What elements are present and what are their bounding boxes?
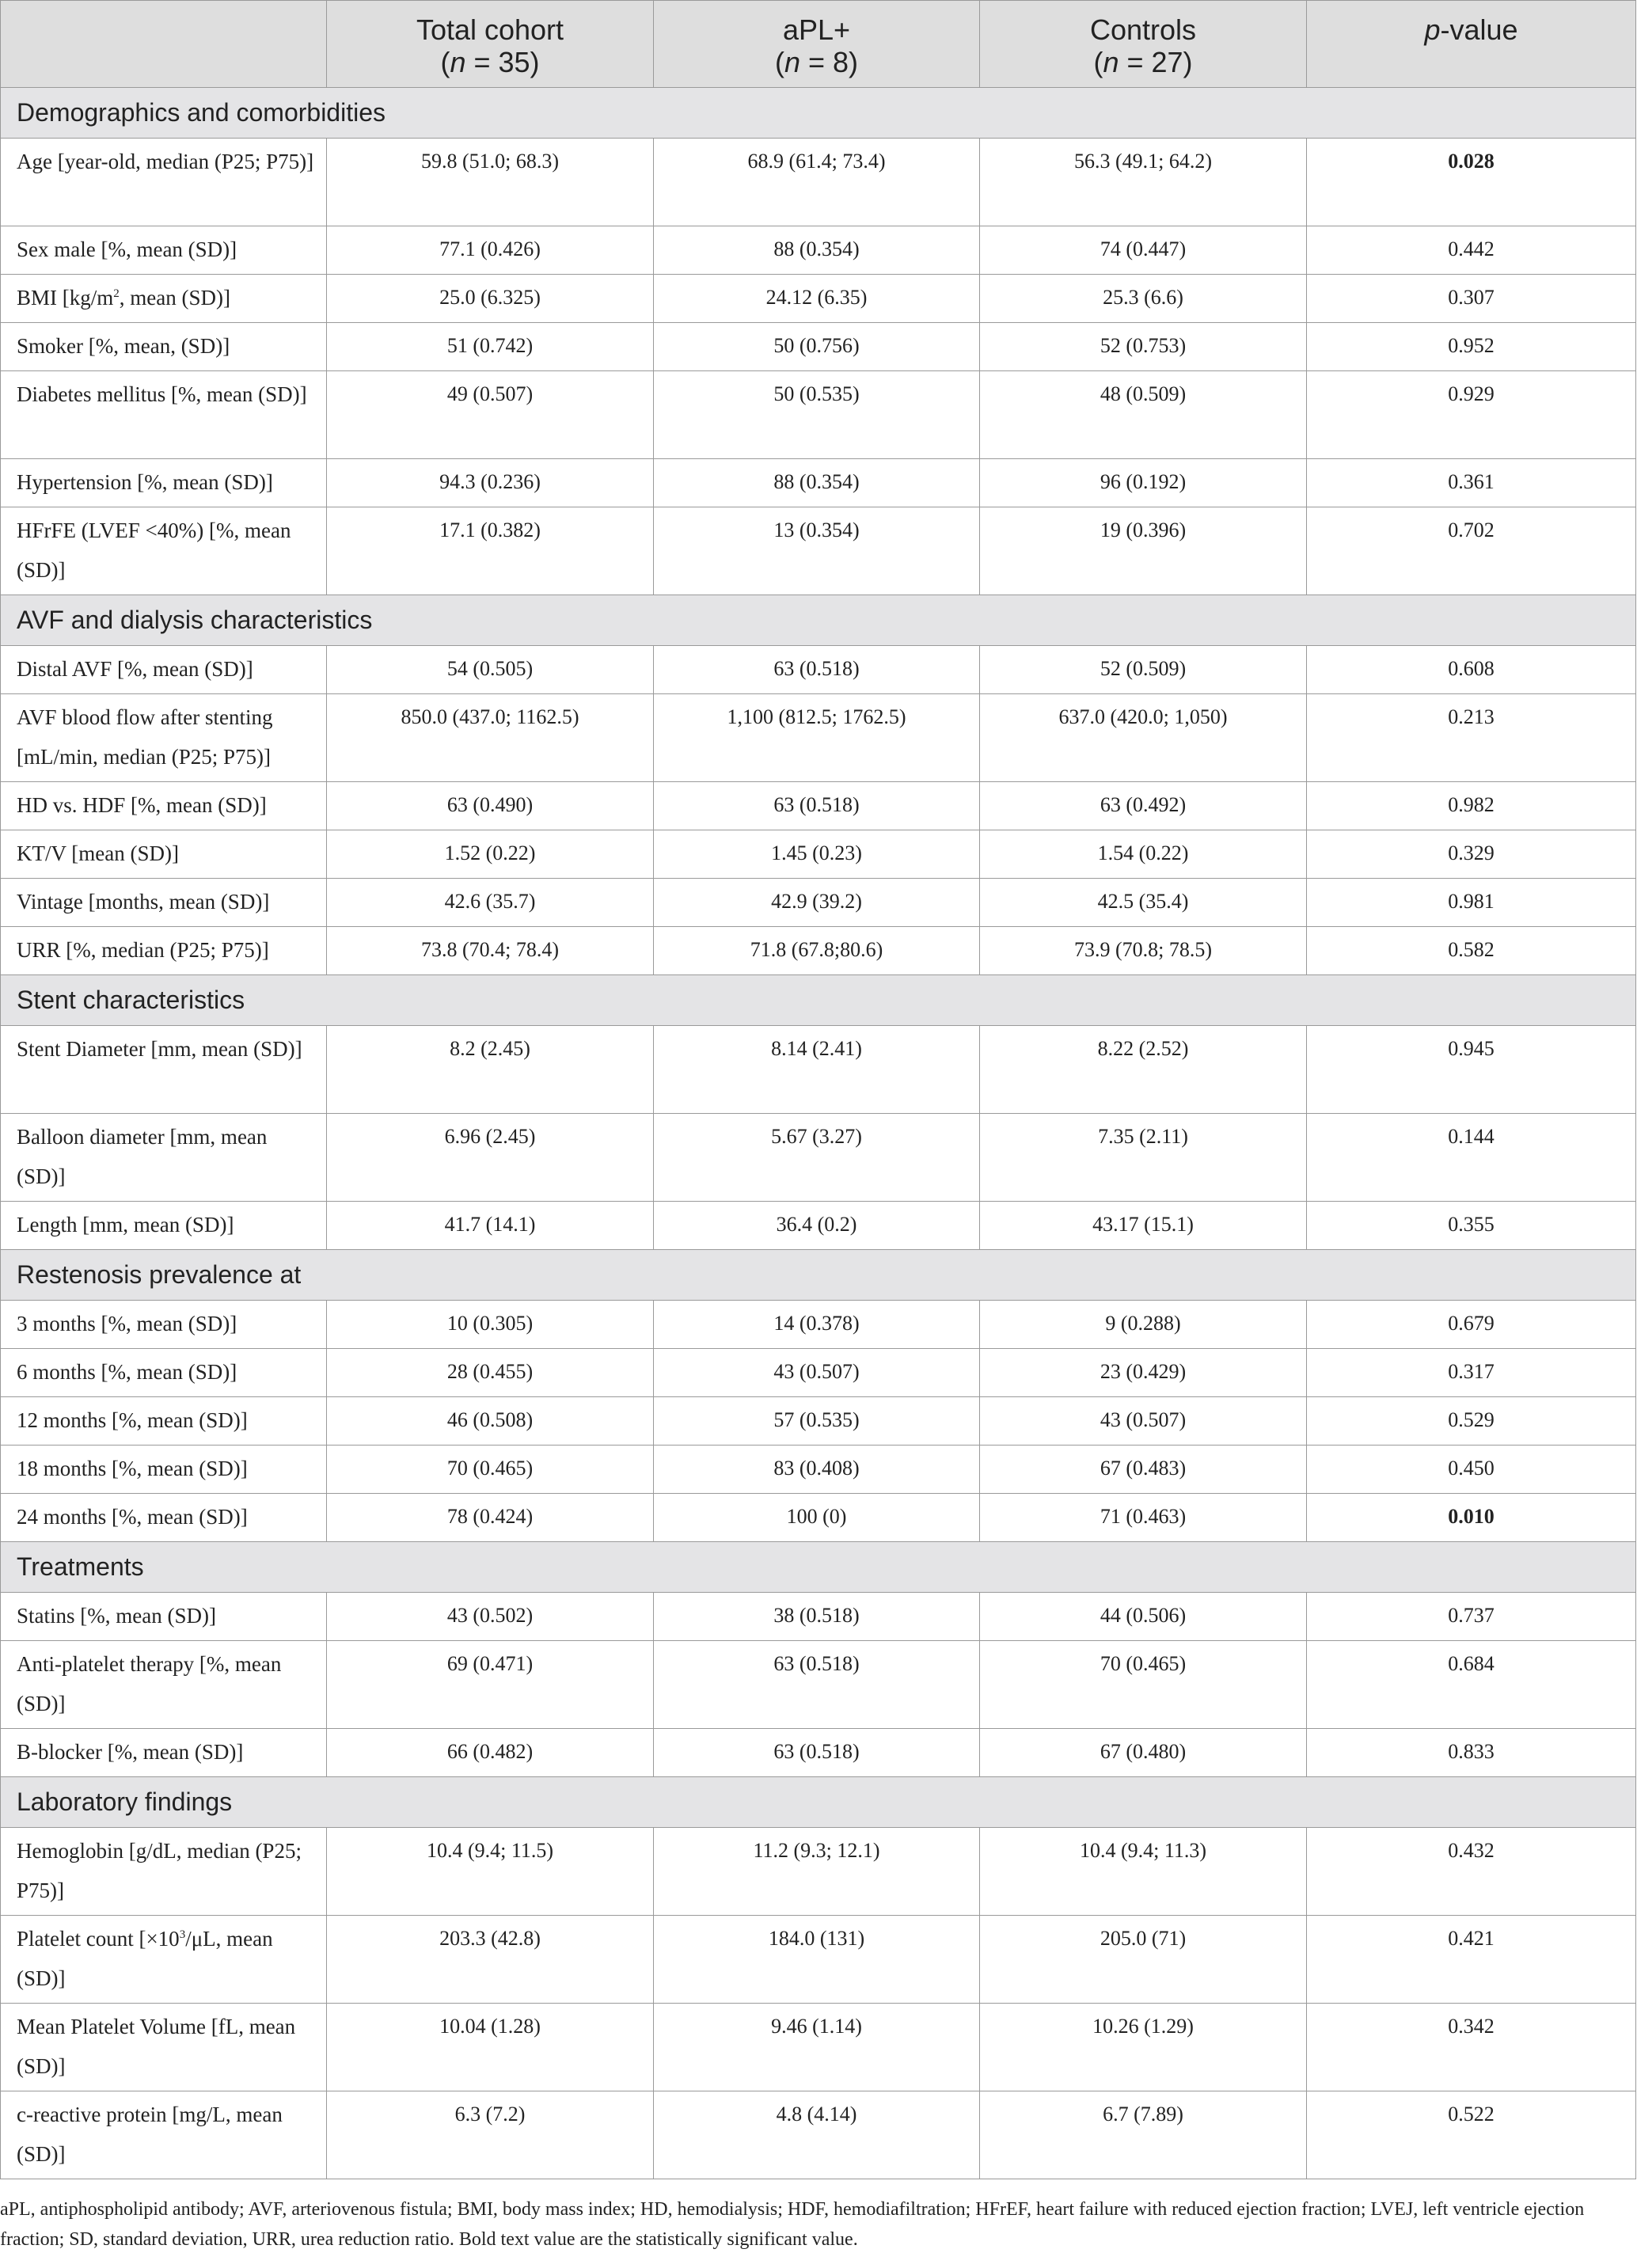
row-label: Platelet count [$\times 10^3/\mu L$, mean (SD)] <box>1 1916 327 2004</box>
row-label: Diabetes mellitus [%, mean (SD)] <box>1 371 327 459</box>
n-suffix: = 8) <box>800 46 859 78</box>
section-header-row <box>1 1542 1636 1593</box>
apl-positive-value: 24.12 (6.35) <box>654 275 980 323</box>
table-row <box>1 646 1636 694</box>
row-label: AVF blood flow after stenting [mL/min, median (P25; P75)] <box>1 694 327 782</box>
row-label: c-reactive protein [mg/L, mean (SD)] <box>1 2091 327 2179</box>
controls-value: 43 (0.507) <box>980 1397 1307 1446</box>
header-total-cohort <box>327 1 654 88</box>
table-row <box>1 1446 1636 1494</box>
p-value: 0.355 <box>1307 1202 1636 1250</box>
p-value: 0.981 <box>1307 879 1636 927</box>
table-row <box>1 1916 1636 2004</box>
p-value: 0.010 <box>1307 1494 1636 1542</box>
table-row <box>1 782 1636 830</box>
apl-positive-value: 88 (0.354) <box>654 226 980 275</box>
p-value: 0.952 <box>1307 323 1636 371</box>
apl-positive-value: 9.46 (1.14) <box>654 2004 980 2091</box>
p-value: 0.522 <box>1307 2091 1636 2179</box>
table-row <box>1 371 1636 459</box>
total-cohort-value: 73.8 (70.4; 78.4) <box>327 927 654 975</box>
total-cohort-value: 43 (0.502) <box>327 1593 654 1641</box>
p-value: 0.432 <box>1307 1828 1636 1916</box>
controls-value: 6.7 (7.89) <box>980 2091 1307 2179</box>
p-value: 0.982 <box>1307 782 1636 830</box>
table-row <box>1 139 1636 226</box>
table-row <box>1 927 1636 975</box>
total-cohort-value: 41.7 (14.1) <box>327 1202 654 1250</box>
p-value: 0.028 <box>1307 139 1636 226</box>
apl-positive-value: 63 (0.518) <box>654 782 980 830</box>
p-value: 0.608 <box>1307 646 1636 694</box>
table-header <box>1 1 1636 88</box>
table-row <box>1 1593 1636 1641</box>
apl-positive-value: 1,100 (812.5; 1762.5) <box>654 694 980 782</box>
table-row <box>1 879 1636 927</box>
table-row <box>1 2091 1636 2179</box>
total-cohort-value: 28 (0.455) <box>327 1349 654 1397</box>
table-row <box>1 275 1636 323</box>
table-row <box>1 1301 1636 1349</box>
apl-positive-value: 11.2 (9.3; 12.1) <box>654 1828 980 1916</box>
section-header-row <box>1 1777 1636 1828</box>
p-value: 0.317 <box>1307 1349 1636 1397</box>
p-value: 0.582 <box>1307 927 1636 975</box>
header-total-cohort-title: Total cohort <box>416 13 564 46</box>
total-cohort-value: 66 (0.482) <box>327 1729 654 1777</box>
table-row <box>1 507 1636 595</box>
table-row <box>1 1397 1636 1446</box>
total-cohort-value: 70 (0.465) <box>327 1446 654 1494</box>
table-row <box>1 694 1636 782</box>
n-variable: n <box>784 46 800 78</box>
apl-positive-value: 100 (0) <box>654 1494 980 1542</box>
header-p-value <box>1307 1 1636 88</box>
total-cohort-value: 78 (0.424) <box>327 1494 654 1542</box>
header-apl-positive <box>654 1 980 88</box>
row-label: URR [%, median (P25; P75)] <box>1 927 327 975</box>
controls-value: 10.26 (1.29) <box>980 2004 1307 2091</box>
table-row <box>1 1729 1636 1777</box>
row-label: 24 months [%, mean (SD)] <box>1 1494 327 1542</box>
row-label: Length [mm, mean (SD)] <box>1 1202 327 1250</box>
table-row <box>1 323 1636 371</box>
p-value: 0.442 <box>1307 226 1636 275</box>
p-value: 0.361 <box>1307 459 1636 507</box>
controls-value: 63 (0.492) <box>980 782 1307 830</box>
controls-value: 71 (0.463) <box>980 1494 1307 1542</box>
p-value: 0.702 <box>1307 507 1636 595</box>
p-variable: p <box>1424 13 1441 46</box>
controls-value: 44 (0.506) <box>980 1593 1307 1641</box>
header-apl-positive-title: aPL+ <box>782 13 851 46</box>
row-label: 3 months [%, mean (SD)] <box>1 1301 327 1349</box>
total-cohort-value: 10.4 (9.4; 11.5) <box>327 1828 654 1916</box>
apl-positive-value: 184.0 (131) <box>654 1916 980 2004</box>
row-label: Sex male [%, mean (SD)] <box>1 226 327 275</box>
row-label: HFrFE (LVEF <40%) [%, mean (SD)] <box>1 507 327 595</box>
section-title: Demographics and comorbidities <box>1 88 1636 139</box>
apl-positive-value: 88 (0.354) <box>654 459 980 507</box>
p-value: 0.421 <box>1307 1916 1636 2004</box>
controls-value: 1.54 (0.22) <box>980 830 1307 879</box>
controls-value: 52 (0.753) <box>980 323 1307 371</box>
total-cohort-value: 46 (0.508) <box>327 1397 654 1446</box>
controls-value: 42.5 (35.4) <box>980 879 1307 927</box>
total-cohort-value: 69 (0.471) <box>327 1641 654 1729</box>
header-controls <box>980 1 1307 88</box>
header-total-cohort-n <box>335 46 645 78</box>
apl-positive-value: 4.8 (4.14) <box>654 2091 980 2179</box>
apl-positive-value: 43 (0.507) <box>654 1349 980 1397</box>
row-label: HD vs. HDF [%, mean (SD)] <box>1 782 327 830</box>
controls-value: 48 (0.509) <box>980 371 1307 459</box>
apl-positive-value: 36.4 (0.2) <box>654 1202 980 1250</box>
controls-value: 10.4 (9.4; 11.3) <box>980 1828 1307 1916</box>
header-controls-title: Controls <box>1089 13 1197 46</box>
p-value: 0.529 <box>1307 1397 1636 1446</box>
table-row <box>1 459 1636 507</box>
controls-value: 19 (0.396) <box>980 507 1307 595</box>
apl-positive-value: 68.9 (61.4; 73.4) <box>654 139 980 226</box>
p-value: 0.342 <box>1307 2004 1636 2091</box>
n-variable: n <box>1103 46 1119 78</box>
p-value: 0.307 <box>1307 275 1636 323</box>
row-label: Anti-platelet therapy [%, mean (SD)] <box>1 1641 327 1729</box>
apl-positive-value: 38 (0.518) <box>654 1593 980 1641</box>
section-title: Stent characteristics <box>1 975 1636 1026</box>
p-value: 0.329 <box>1307 830 1636 879</box>
total-cohort-value: 42.6 (35.7) <box>327 879 654 927</box>
table-row <box>1 1114 1636 1202</box>
row-label: Hemoglobin [g/dL, median (P25; P75)] <box>1 1828 327 1916</box>
p-value: 0.684 <box>1307 1641 1636 1729</box>
controls-value: 637.0 (420.0; 1,050) <box>980 694 1307 782</box>
controls-value: 56.3 (49.1; 64.2) <box>980 139 1307 226</box>
apl-positive-value: 50 (0.535) <box>654 371 980 459</box>
row-label: Hypertension [%, mean (SD)] <box>1 459 327 507</box>
table-row <box>1 1828 1636 1916</box>
controls-value: 73.9 (70.8; 78.5) <box>980 927 1307 975</box>
total-cohort-value: 59.8 (51.0; 68.3) <box>327 139 654 226</box>
total-cohort-value: 77.1 (0.426) <box>327 226 654 275</box>
table-row <box>1 830 1636 879</box>
table-row <box>1 1202 1636 1250</box>
section-header-row <box>1 975 1636 1026</box>
controls-value: 52 (0.509) <box>980 646 1307 694</box>
controls-value: 205.0 (71) <box>980 1916 1307 2004</box>
table-row <box>1 2004 1636 2091</box>
p-value: 0.213 <box>1307 694 1636 782</box>
table-row <box>1 1641 1636 1729</box>
controls-value: 25.3 (6.6) <box>980 275 1307 323</box>
apl-positive-value: 1.45 (0.23) <box>654 830 980 879</box>
p-value: 0.450 <box>1307 1446 1636 1494</box>
controls-value: 23 (0.429) <box>980 1349 1307 1397</box>
row-label: Distal AVF [%, mean (SD)] <box>1 646 327 694</box>
total-cohort-value: 10 (0.305) <box>327 1301 654 1349</box>
apl-positive-value: 5.67 (3.27) <box>654 1114 980 1202</box>
row-label: 18 months [%, mean (SD)] <box>1 1446 327 1494</box>
p-value: 0.144 <box>1307 1114 1636 1202</box>
controls-value: 67 (0.483) <box>980 1446 1307 1494</box>
table-row <box>1 1494 1636 1542</box>
header-row <box>1 1 1636 88</box>
controls-value: 67 (0.480) <box>980 1729 1307 1777</box>
total-cohort-value: 25.0 (6.325) <box>327 275 654 323</box>
row-label: Stent Diameter [mm, mean (SD)] <box>1 1026 327 1114</box>
table-body <box>1 88 1636 2179</box>
total-cohort-value: 10.04 (1.28) <box>327 2004 654 2091</box>
row-label: Statins [%, mean (SD)] <box>1 1593 327 1641</box>
row-label: B-blocker [%, mean (SD)] <box>1 1729 327 1777</box>
p-value: 0.945 <box>1307 1026 1636 1114</box>
apl-positive-value: 14 (0.378) <box>654 1301 980 1349</box>
controls-value: 74 (0.447) <box>980 226 1307 275</box>
n-suffix: = 27) <box>1119 46 1193 78</box>
p-value: 0.833 <box>1307 1729 1636 1777</box>
row-label: 12 months [%, mean (SD)] <box>1 1397 327 1446</box>
table-row <box>1 1026 1636 1114</box>
section-header-row <box>1 88 1636 139</box>
total-cohort-value: 51 (0.742) <box>327 323 654 371</box>
row-label: Smoker [%, mean, (SD)] <box>1 323 327 371</box>
apl-positive-value: 13 (0.354) <box>654 507 980 595</box>
section-title: AVF and dialysis characteristics <box>1 595 1636 646</box>
header-p-value-title <box>1315 13 1628 46</box>
row-label: BMI [$kg/m^2$, mean (SD)] <box>1 275 327 323</box>
apl-positive-value: 63 (0.518) <box>654 1729 980 1777</box>
apl-positive-value: 50 (0.756) <box>654 323 980 371</box>
apl-positive-value: 63 (0.518) <box>654 646 980 694</box>
section-header-row <box>1 595 1636 646</box>
controls-value: 7.35 (2.11) <box>980 1114 1307 1202</box>
section-header-row <box>1 1250 1636 1301</box>
controls-value: 43.17 (15.1) <box>980 1202 1307 1250</box>
total-cohort-value: 49 (0.507) <box>327 371 654 459</box>
section-title: Laboratory findings <box>1 1777 1636 1828</box>
row-label: Balloon diameter [mm, mean (SD)] <box>1 1114 327 1202</box>
n-prefix: ( <box>440 46 450 78</box>
row-label: Mean Platelet Volume [fL, mean (SD)] <box>1 2004 327 2091</box>
total-cohort-value: 203.3 (42.8) <box>327 1916 654 2004</box>
apl-positive-value: 57 (0.535) <box>654 1397 980 1446</box>
total-cohort-value: 8.2 (2.45) <box>327 1026 654 1114</box>
controls-value: 9 (0.288) <box>980 1301 1307 1349</box>
controls-value: 8.22 (2.52) <box>980 1026 1307 1114</box>
total-cohort-value: 94.3 (0.236) <box>327 459 654 507</box>
n-prefix: ( <box>774 46 784 78</box>
table-footnote: aPL, antiphospholipid antibody; AVF, arteriovenous fistula; BMI, body mass index; HD, hemodialysis; HDF, hemodiafiltration; HFrEF, heart failure with reduced ejection fraction; LVEJ, left ventricle ejection fraction; SD, standard deviation, URR, urea reduction ratio. Bold text value are the statistically significant value. <box>0 2199 1585 2250</box>
row-label: 6 months [%, mean (SD)] <box>1 1349 327 1397</box>
n-suffix: = 35) <box>465 46 540 78</box>
row-label: Age [year-old, median (P25; P75)] <box>1 139 327 226</box>
apl-positive-value: 8.14 (2.41) <box>654 1026 980 1114</box>
row-label: KT/V [mean (SD)] <box>1 830 327 879</box>
controls-value: 96 (0.192) <box>980 459 1307 507</box>
header-apl-positive-n <box>662 46 971 78</box>
apl-positive-value: 83 (0.408) <box>654 1446 980 1494</box>
controls-value: 70 (0.465) <box>980 1641 1307 1729</box>
row-label: Vintage [months, mean (SD)] <box>1 879 327 927</box>
apl-positive-value: 42.9 (39.2) <box>654 879 980 927</box>
section-title: Restenosis prevalence at <box>1 1250 1636 1301</box>
section-title: Treatments <box>1 1542 1636 1593</box>
p-value: 0.929 <box>1307 371 1636 459</box>
p-value: 0.737 <box>1307 1593 1636 1641</box>
total-cohort-value: 63 (0.490) <box>327 782 654 830</box>
n-prefix: ( <box>1093 46 1103 78</box>
apl-positive-value: 71.8 (67.8;80.6) <box>654 927 980 975</box>
total-cohort-value: 54 (0.505) <box>327 646 654 694</box>
total-cohort-value: 1.52 (0.22) <box>327 830 654 879</box>
total-cohort-value: 6.3 (7.2) <box>327 2091 654 2179</box>
header-controls-n <box>988 46 1298 78</box>
total-cohort-value: 17.1 (0.382) <box>327 507 654 595</box>
p-value: 0.679 <box>1307 1301 1636 1349</box>
apl-positive-value: 63 (0.518) <box>654 1641 980 1729</box>
total-cohort-value: 850.0 (437.0; 1162.5) <box>327 694 654 782</box>
n-variable: n <box>450 46 466 78</box>
header-empty-cell <box>1 1 327 88</box>
total-cohort-value: 6.96 (2.45) <box>327 1114 654 1202</box>
table-row <box>1 226 1636 275</box>
table-row <box>1 1349 1636 1397</box>
p-suffix: -value <box>1440 13 1518 46</box>
